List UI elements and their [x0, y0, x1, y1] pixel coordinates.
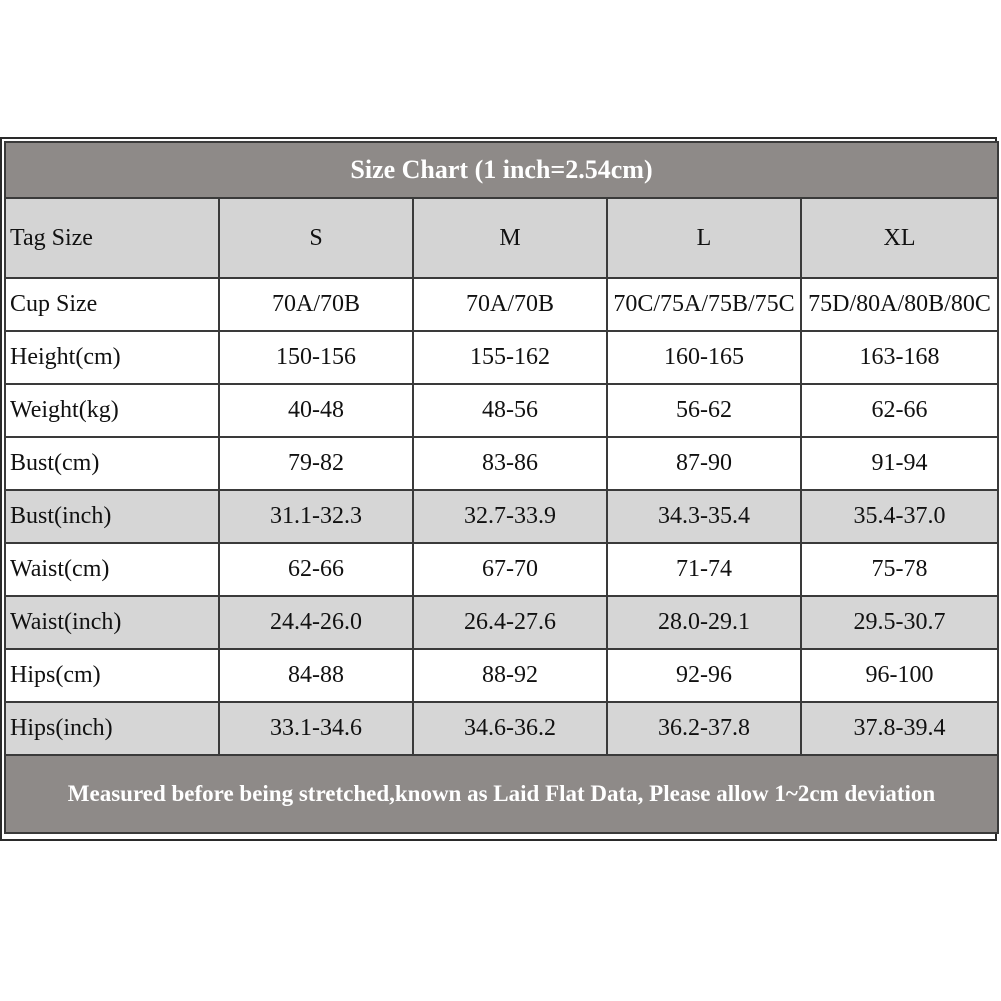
cell-l: 92-96 [607, 649, 801, 702]
cell-m: 155-162 [413, 331, 607, 384]
table-row-height-cm [5, 331, 998, 384]
table-row-cup-size [5, 278, 998, 331]
cell-l: 34.3-35.4 [607, 490, 801, 543]
footer-note: Measured before being stretched,known as Laid Flat Data, Please allow 1~2cm deviation [5, 755, 998, 833]
cell-s: 40-48 [219, 384, 413, 437]
cell-xl: 35.4-37.0 [801, 490, 998, 543]
cell-l: 160-165 [607, 331, 801, 384]
cell-m: 26.4-27.6 [413, 596, 607, 649]
cell-xl: 75-78 [801, 543, 998, 596]
cell-l: 87-90 [607, 437, 801, 490]
cell-m: 34.6-36.2 [413, 702, 607, 755]
cell-s: 33.1-34.6 [219, 702, 413, 755]
footer-row [5, 755, 998, 833]
size-table [4, 141, 999, 834]
cell-xl: 62-66 [801, 384, 998, 437]
cell-xl: 75D/80A/80B/80C [801, 278, 998, 331]
header-size-l: L [607, 198, 801, 278]
cell-s: 84-88 [219, 649, 413, 702]
cell-xl: 96-100 [801, 649, 998, 702]
cell-l: 71-74 [607, 543, 801, 596]
row-label: Bust(cm) [5, 437, 219, 490]
cell-xl: 29.5-30.7 [801, 596, 998, 649]
cell-s: 24.4-26.0 [219, 596, 413, 649]
row-label: Cup Size [5, 278, 219, 331]
cell-s: 150-156 [219, 331, 413, 384]
cell-xl: 163-168 [801, 331, 998, 384]
cell-l: 70C/75A/75B/75C [607, 278, 801, 331]
table-row-waist-cm [5, 543, 998, 596]
cell-s: 70A/70B [219, 278, 413, 331]
table-row-hips-inch [5, 702, 998, 755]
cell-l: 36.2-37.8 [607, 702, 801, 755]
header-size-m: M [413, 198, 607, 278]
cell-xl: 91-94 [801, 437, 998, 490]
row-label: Waist(inch) [5, 596, 219, 649]
table-row-bust-cm [5, 437, 998, 490]
cell-l: 56-62 [607, 384, 801, 437]
cell-m: 88-92 [413, 649, 607, 702]
row-label: Hips(inch) [5, 702, 219, 755]
table-row-hips-cm [5, 649, 998, 702]
chart-title: Size Chart (1 inch=2.54cm) [5, 142, 998, 198]
table-row-bust-inch [5, 490, 998, 543]
header-row [5, 198, 998, 278]
header-size-xl: XL [801, 198, 998, 278]
row-label: Hips(cm) [5, 649, 219, 702]
size-chart-frame [0, 137, 997, 841]
row-label: Weight(kg) [5, 384, 219, 437]
cell-m: 67-70 [413, 543, 607, 596]
size-chart [4, 141, 997, 841]
cell-m: 48-56 [413, 384, 607, 437]
cell-l: 28.0-29.1 [607, 596, 801, 649]
header-size-s: S [219, 198, 413, 278]
header-label: Tag Size [5, 198, 219, 278]
table-row-weight-kg [5, 384, 998, 437]
cell-m: 70A/70B [413, 278, 607, 331]
cell-s: 31.1-32.3 [219, 490, 413, 543]
title-row [5, 142, 998, 198]
cell-xl: 37.8-39.4 [801, 702, 998, 755]
table-row-waist-inch [5, 596, 998, 649]
row-label: Waist(cm) [5, 543, 219, 596]
cell-s: 62-66 [219, 543, 413, 596]
cell-m: 32.7-33.9 [413, 490, 607, 543]
row-label: Height(cm) [5, 331, 219, 384]
row-label: Bust(inch) [5, 490, 219, 543]
cell-m: 83-86 [413, 437, 607, 490]
cell-s: 79-82 [219, 437, 413, 490]
